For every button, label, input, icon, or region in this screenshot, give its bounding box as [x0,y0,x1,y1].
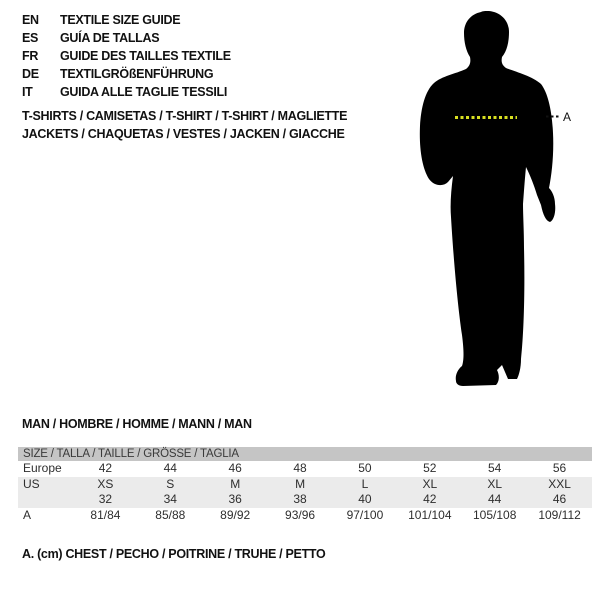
size-cell: 42 [423,492,437,506]
size-cell: 50 [358,461,372,475]
size-cell: 32 [98,492,113,506]
table-row-us-numeric [18,492,592,508]
row-label: US [23,476,40,491]
language-label: TEXTILGRÖßENFÜHRUNG [60,67,214,81]
man-silhouette [420,11,555,386]
size-cell: 81/84 [90,507,121,522]
size-table-header: SIZE / TALLA / TAILLE / GRÖSSE / TAGLIA [18,447,592,461]
size-cell: 40 [358,492,372,506]
table-row-us [18,477,592,493]
section-title: MAN / HOMBRE / HOMME / MANN / MAN [22,417,252,431]
language-label: GUIDA ALLE TAGLIE TESSILI [60,85,228,99]
size-cell: M [230,476,241,491]
language-row [22,83,231,101]
language-code: FR [22,49,39,63]
measure-label-a: A [563,110,572,124]
size-cell: 36 [228,492,242,506]
size-table [18,447,592,523]
language-list [22,11,231,101]
language-code: EN [22,13,39,27]
language-row [22,29,231,47]
size-cell: 97/100 [346,507,384,522]
category-line-jackets: JACKETS / CHAQUETAS / VESTES / JACKEN / GIACCHE [22,127,345,141]
size-cell: 89/92 [220,507,251,522]
row-label: Europe [23,461,62,475]
language-code: DE [22,67,39,81]
row-label: A [23,507,32,522]
size-cell: 109/112 [538,507,581,522]
size-cell: 42 [98,461,113,475]
size-cell: XXL [548,476,571,491]
measurement-footnote: A. (cm) CHEST / PECHO / POITRINE / TRUHE / PETTO [22,547,326,561]
language-code: ES [22,31,39,45]
size-cell: M [295,476,306,491]
category-line-tshirts: T-SHIRTS / CAMISETAS / T-SHIRT / T-SHIRT / MAGLIETTE [22,109,348,123]
size-cell: 46 [228,461,242,475]
size-cell: 54 [488,461,502,475]
size-cell: 44 [488,492,502,506]
language-code: IT [22,85,33,99]
table-row-europe [18,461,592,477]
garment-categories [22,107,347,143]
size-cell: 46 [552,492,567,506]
size-cell: 38 [293,492,307,506]
man-silhouette-figure [405,5,585,395]
language-row [22,65,231,83]
size-cell: 85/88 [155,507,186,522]
language-label: GUÍA DE TALLAS [60,31,160,45]
size-cell: L [361,476,369,491]
size-cell: 52 [423,461,437,475]
language-row [22,11,231,29]
size-cell: S [166,476,175,491]
language-row [22,47,231,65]
language-label: GUIDE DES TAILLES TEXTILE [60,49,231,63]
size-cell: XS [97,476,114,491]
size-cell: 105/108 [472,507,517,522]
size-cell: 56 [552,461,567,475]
size-cell: XL [422,476,438,491]
size-cell: XL [487,476,503,491]
size-cell: 34 [163,492,177,506]
table-row-chest-cm [18,508,592,524]
size-cell: 48 [293,461,307,475]
size-cell: 101/104 [408,507,452,522]
size-cell: 44 [163,461,177,475]
size-cell: 93/96 [285,507,316,522]
language-label: TEXTILE SIZE GUIDE [60,13,181,27]
row-label [18,492,73,508]
